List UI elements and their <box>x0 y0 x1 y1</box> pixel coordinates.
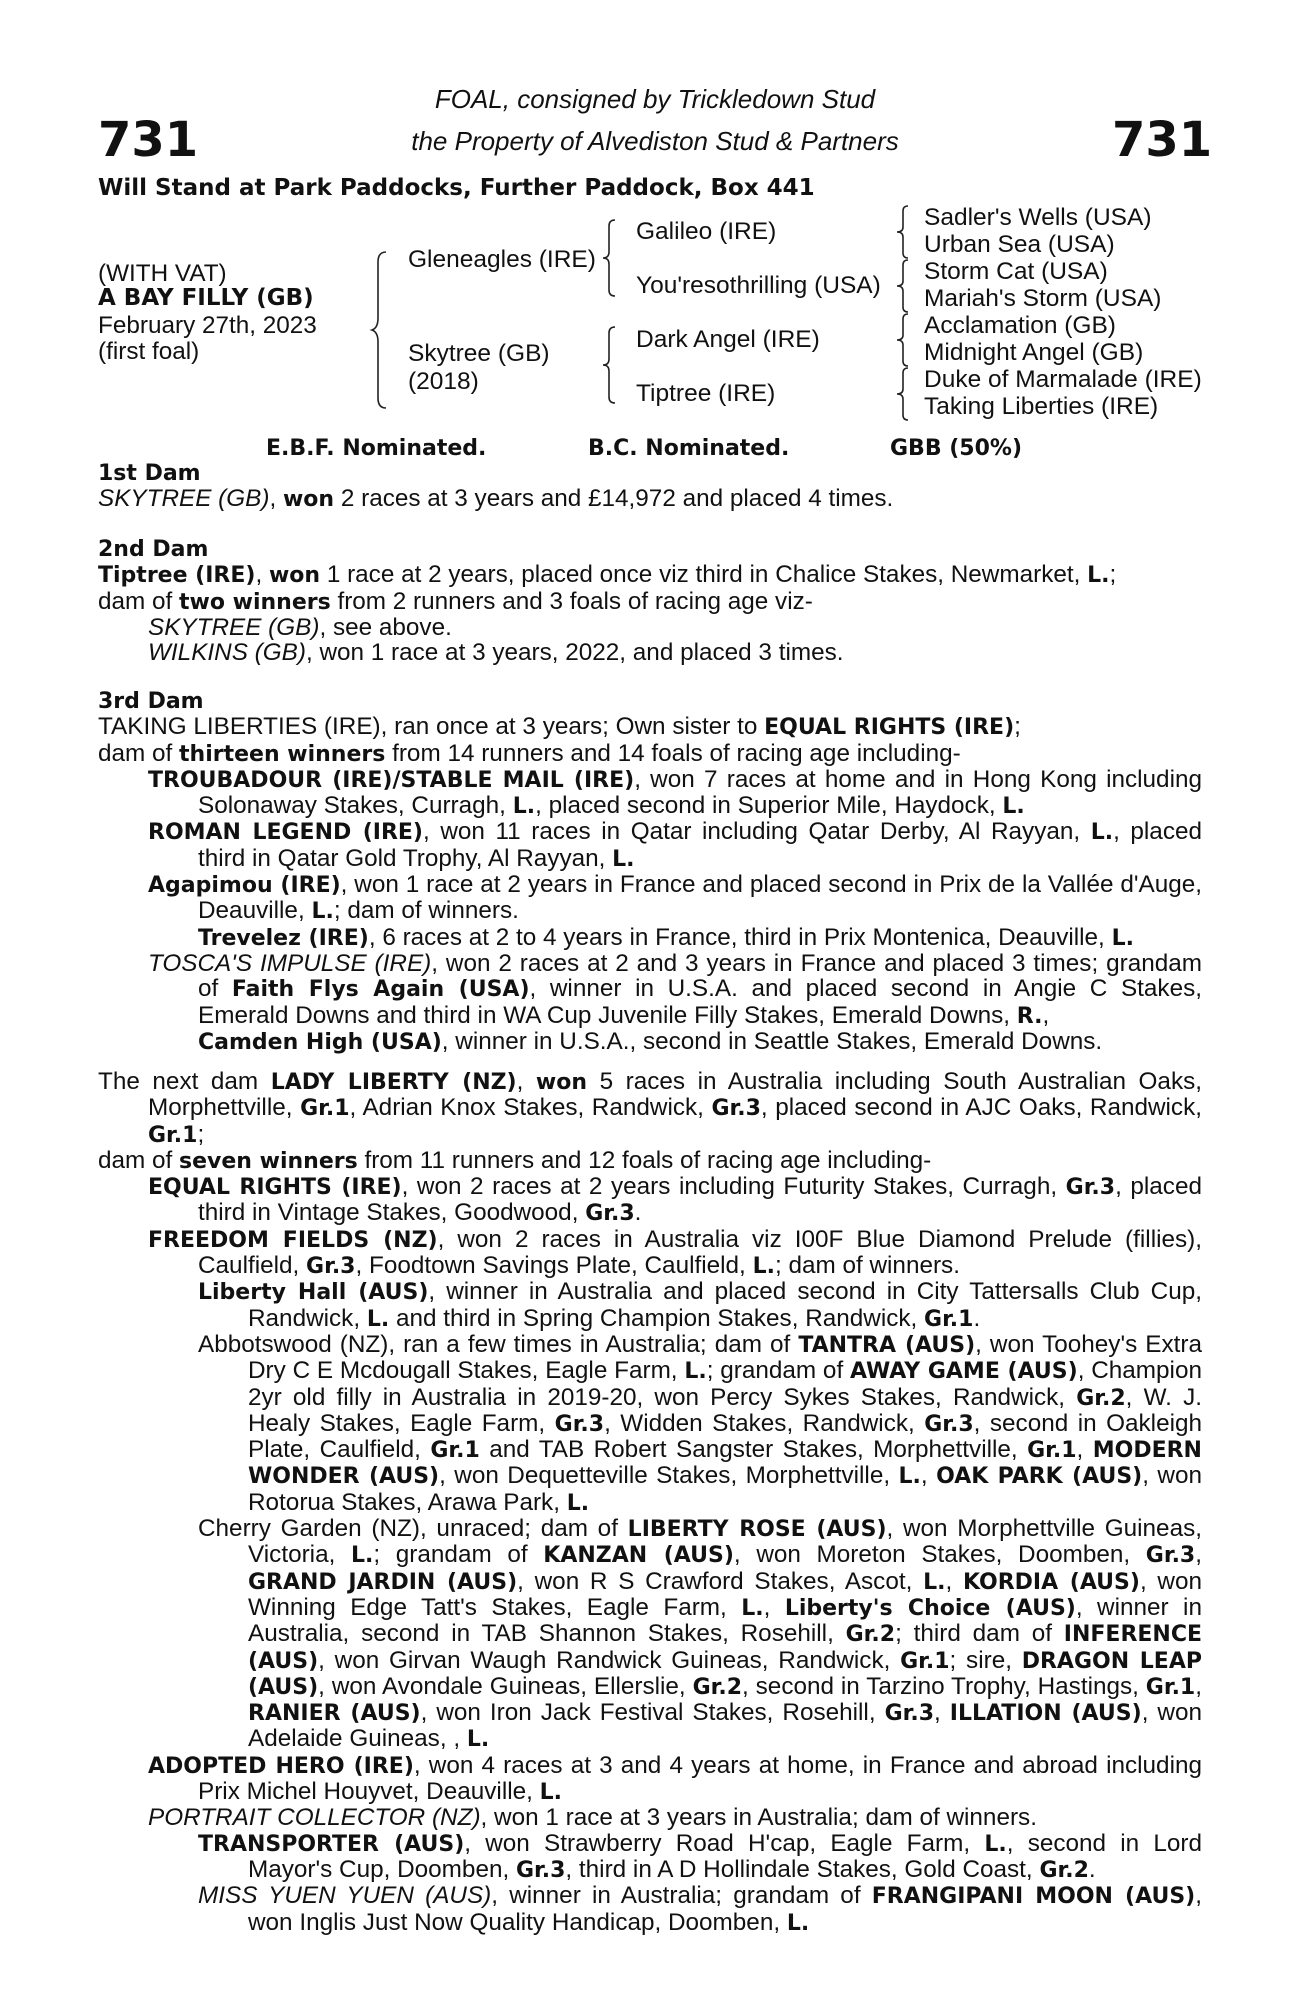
lot-number-left: 731 <box>98 112 199 168</box>
first-foal-note: (first foal) <box>98 338 200 365</box>
third-dam-foal-3: Agapimou (IRE), won 1 race at 2 years in France and placed second in Prix de la Vallée d'Auge, Deauville, L.; dam of winners. <box>148 871 1202 925</box>
consignor-line: FOAL, consigned by Trickledown Stud <box>434 84 876 114</box>
ggs-1: Sadler's Wells (USA) <box>924 204 1152 231</box>
vat-note: (WITH VAT) <box>98 260 227 287</box>
ggs-3: Storm Cat (USA) <box>924 258 1108 285</box>
third-dam-grandfoal-1: Trevelez (IRE), 6 races at 2 to 4 years in France, third in Prix Montenica, Deauville, L. <box>198 923 1134 951</box>
third-dam-grandfoal-2: Camden High (USA), winner in U.S.A., second in Seattle Stakes, Emerald Downs. <box>198 1027 1103 1055</box>
next-dam-grandfoal-4: TRANSPORTER (AUS), won Strawberry Road H'cap, Eagle Farm, L., second in Lord Mayor's Cup, Doomben, Gr.3, third in A D Hollindale Stakes, Gold Coast, Gr.2. <box>198 1829 1203 1883</box>
third-dam-foal-1: TROUBADOUR (IRE)/STABLE MAIL (IRE), won 7 races at home and in Hong Kong including Solonaway Stakes, Curragh, L., placed second in Superior Mile, Haydock, L. <box>148 765 1202 820</box>
stand-location: Will Stand at Park Paddocks, Further Paddock, Box 441 <box>98 175 815 201</box>
pedigree-brace-ds <box>897 312 911 368</box>
second-dam-foal-1: SKYTREE (GB), see above. <box>148 613 452 641</box>
pedigree-brace-sire <box>603 218 619 298</box>
next-dam-foal-1: EQUAL RIGHTS (IRE), won 2 races at 2 years including Futurity Stakes, Curragh, Gr.3, placed third in Vintage Stakes, Goodwood, Gr.3. <box>148 1173 1202 1227</box>
lot-number-right: 731 <box>1112 112 1213 168</box>
first-dam-section <box>98 460 1202 513</box>
ggs-4: Mariah's Storm (USA) <box>924 285 1162 312</box>
next-dam-foal-4: PORTRAIT COLLECTOR (NZ), won 1 race at 3 years in Australia; dam of winners. <box>148 1804 1037 1832</box>
first-dam-heading: 1st Dam <box>98 461 201 486</box>
next-dam-line1: The next dam LADY LIBERTY (NZ), won 5 races in Australia including South Australian Oaks, Morphettville, Gr.1, Adrian Knox Stakes, Randwick, Gr.3, placed second in AJC Oaks, Randwick, Gr.1; <box>98 1068 1202 1148</box>
next-dam-grandfoal-2: Abbotswood (NZ), ran a few times in Australia; dam of TANTRA (AUS), won Toohey's Extra Dry C E Mcdougall Stakes, Eagle Farm, L.; grandam of AWAY GAME (AUS), Champion 2yr old filly in Australia in 2019-20, won Percy Sykes Stakes, Randwick, Gr.2, W. J. Healy Stakes, Eagle Farm, Gr.3, Widden Stakes, Randwick, Gr.3, second in Oakleigh Plate, Caulfield, Gr.1 and TAB Robert Sangster Stakes, Morphettville, Gr.1, MODERN WONDER (AUS), won Dequetteville Stakes, Morphettville, L., OAK PARK (AUS), won Rotorua Stakes, Arawa Park, L. <box>198 1330 1203 1516</box>
next-dam-grandfoal-3: Cherry Garden (NZ), unraced; dam of LIBERTY ROSE (AUS), won Morphettville Guineas, Victoria, L.; grandam of KANZAN (AUS), won Moreton Stakes, Doomben, Gr.3, GRAND JARDIN (AUS), won R S Crawford Stakes, Ascot, L., KORDIA (AUS), won Winning Edge Tatt's Stakes, Eagle Farm, L., Liberty's Choice (AUS), winner in Australia, second in TAB Shannon Stakes, Rosehill, Gr.2; third dam of INFERENCE (AUS), won Girvan Waugh Randwick Guineas, Randwick, Gr.1; sire, DRAGON LEAP (AUS), won Avondale Guineas, Ellerslie, Gr.2, second in Tarzino Trophy, Hastings, Gr.1, RANIER (AUS), won Iron Jack Festival Stakes, Rosehill, Gr.3, ILLATION (AUS), won Adelaide Guineas, , L. <box>198 1515 1203 1753</box>
property-line: the Property of Alvediston Stud & Partners <box>411 126 899 156</box>
next-dam-grandfoal-5: MISS YUEN YUEN (AUS), winner in Australia; grandam of FRANGIPANI MOON (AUS), won Inglis Just Now Quality Handicap, Doomben, L. <box>198 1882 1202 1936</box>
third-dam-line1: TAKING LIBERTIES (IRE), ran once at 3 years; Own sister to EQUAL RIGHTS (IRE); <box>98 713 1021 741</box>
first-dam-text: SKYTREE (GB), won 2 races at 3 years and £14,972 and placed 4 times. <box>98 485 894 513</box>
sire-dam: You'resothrilling (USA) <box>636 272 881 299</box>
next-dam-foal-3: ADOPTED HERO (IRE), won 4 races at 3 and 4 years at home, in France and abroad including Prix Michel Houyvet, Deauville, L. <box>148 1751 1202 1806</box>
third-dam-produce: dam of thirteen winners from 14 runners and 14 foals of racing age including- <box>98 739 961 767</box>
second-dam-produce: dam of two winners from 2 runners and 3 foals of racing age viz- <box>98 587 813 615</box>
second-dam-line1: Tiptree (IRE), won 1 race at 2 years, placed once viz third in Chalice Stakes, Newmarket, L.; <box>98 561 1117 589</box>
sire-sire: Galileo (IRE) <box>636 218 777 245</box>
foaled-date: February 27th, 2023 <box>98 312 317 339</box>
second-dam-section <box>98 536 1202 665</box>
bc-nominated: B.C. Nominated. <box>588 436 790 461</box>
gbb-percent: GBB (50%) <box>890 436 1023 461</box>
sire-name: Gleneagles (IRE) <box>408 246 596 273</box>
pedigree-brace-main <box>372 250 392 410</box>
pedigree-brace-dam <box>603 325 619 405</box>
ggs-2: Urban Sea (USA) <box>924 231 1115 258</box>
ggs-7: Duke of Marmalade (IRE) <box>924 366 1202 393</box>
next-dam-produce: dam of seven winners from 11 runners and 12 foals of racing age including- <box>98 1146 932 1174</box>
dam-sire: Dark Angel (IRE) <box>636 326 820 353</box>
next-dam-section <box>98 1069 1202 1936</box>
ggs-6: Midnight Angel (GB) <box>924 339 1144 366</box>
dam-year: (2018) <box>408 368 479 395</box>
second-dam-heading: 2nd Dam <box>98 537 209 562</box>
ggs-8: Taking Liberties (IRE) <box>924 393 1159 420</box>
third-dam-section <box>98 688 1202 1055</box>
second-dam-foal-2: WILKINS (GB), won 1 race at 3 years, 2022, and placed 3 times. <box>148 639 844 667</box>
ggs-5: Acclamation (GB) <box>924 312 1116 339</box>
dam-dam: Tiptree (IRE) <box>636 380 776 407</box>
pedigree-brace-ss <box>897 204 911 260</box>
third-dam-foal-2: ROMAN LEGEND (IRE), won 11 races in Qatar including Qatar Derby, Al Rayyan, L., placed third in Qatar Gold Trophy, Al Rayyan, L. <box>148 818 1202 872</box>
horse-name: A BAY FILLY (GB) <box>98 285 314 311</box>
dam-name: Skytree (GB) <box>408 340 550 367</box>
next-dam-foal-2: FREEDOM FIELDS (NZ), won 2 races in Australia viz I00F Blue Diamond Prelude (fillies), Caulfield, Gr.3, Foodtown Savings Plate, Caulfield, L.; dam of winners. <box>148 1225 1202 1280</box>
ebf-nominated: E.B.F. Nominated. <box>266 436 487 461</box>
pedigree-brace-sd <box>897 258 911 314</box>
pedigree-brace-dd <box>897 366 911 422</box>
third-dam-heading: 3rd Dam <box>98 689 204 714</box>
next-dam-grandfoal-1: Liberty Hall (AUS), winner in Australia and placed second in City Tattersalls Club Cup, Randwick, L. and third in Spring Champion Stakes, Randwick, Gr.1. <box>198 1278 1202 1332</box>
third-dam-foal-4: TOSCA'S IMPULSE (IRE), won 2 races at 2 and 3 years in France and placed 3 times; grandam of Faith Flys Again (USA), winner in U.S.A. and placed second in Angie C Stakes, Emerald Downs and third in WA Cup Juvenile Filly Stakes, Emerald Downs, R., <box>148 949 1202 1029</box>
